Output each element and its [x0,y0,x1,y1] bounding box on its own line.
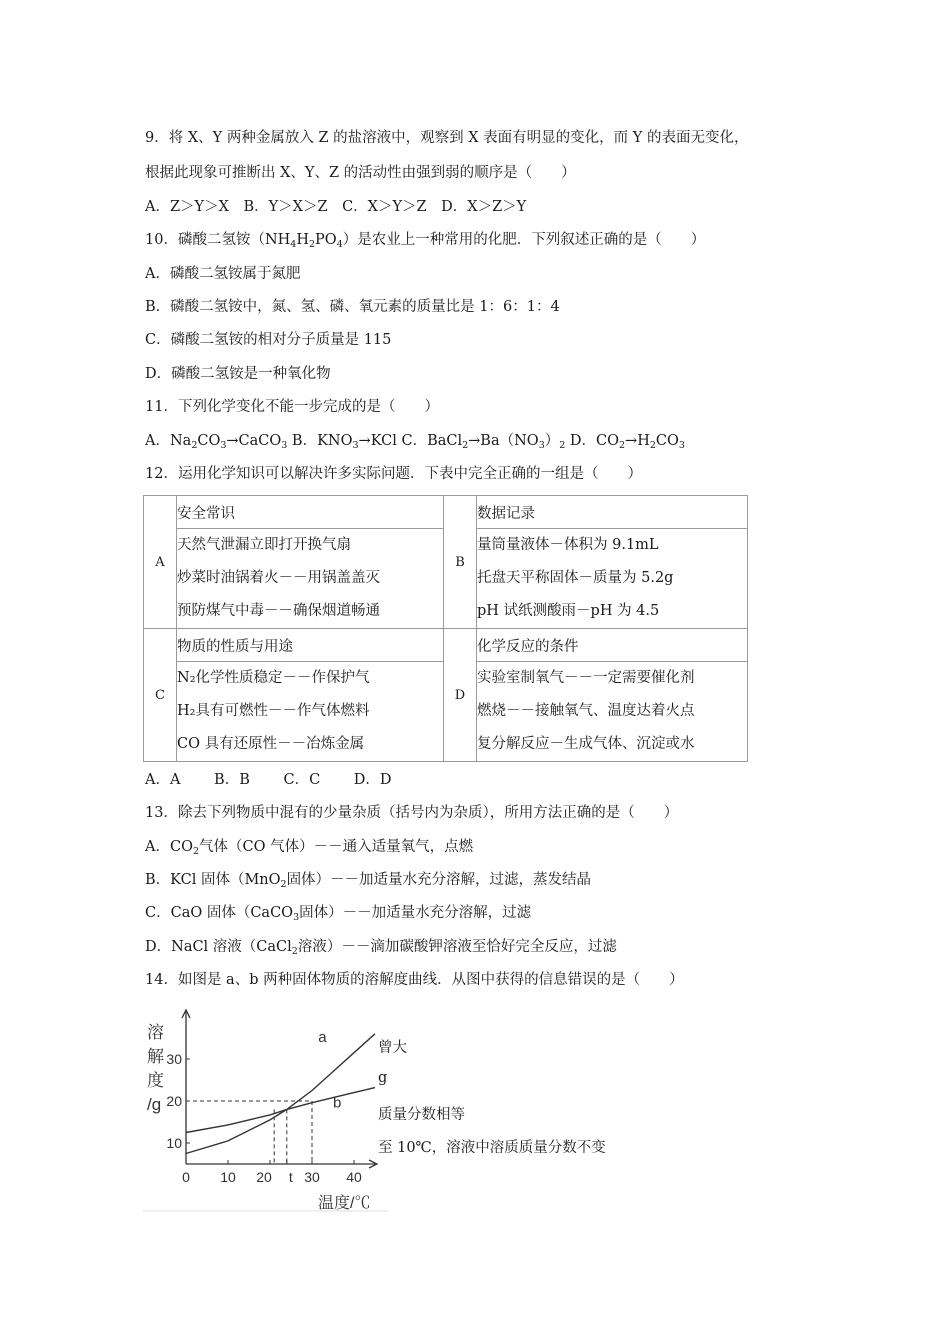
q12-cell-a-header: 安全常识 [177,496,444,529]
q12-c-row: N₂化学性质稳定－－作保护气 [177,670,370,686]
x-tick-label: 0 [182,1169,190,1185]
q11-options: A．$Na_2CO_3\to CaCO_3$ B．$KNO_3\to KCl$ C．$BaCl_2\to Ba(NO_3)_2$ D．$CO_2\to H_2CO_3$ [145,433,685,451]
q12-c-row: H₂具有可燃性－－作气体燃料 [177,703,370,719]
q9-options: A．Z＞Y＞X B．Y＞X＞Z C．X＞Y＞Z D．X＞Z＞Y [145,199,527,215]
q12-cell-d-body [477,662,748,762]
q12-cell-a-body [177,529,444,629]
q12-cell-a-label: A [144,496,177,629]
x-tick-label: 10 [220,1169,236,1185]
q10-option-a: A．磷酸二氢铵属于氮肥 [145,266,301,282]
y-axis-label: /g [147,1095,162,1114]
x-tick-label: 40 [346,1169,362,1185]
y-tick-label: 30 [166,1051,182,1067]
q13-option-b: B．KCl 固体（MnO$_2$固体）－－加适量水充分溶解，过滤，蒸发结晶 [145,872,592,890]
x-tick-label: t [288,1169,293,1185]
y-tick-label: 20 [166,1093,182,1109]
q9-line2: 根据此现象可推断出 X、Y、Z 的活动性由强到弱的顺序是（ ） [145,165,576,181]
q13-option-a: A．$CO_2$气体（CO 气体）－－通入适量氧气，点燃 [145,839,474,857]
series-a-label: a [318,1029,327,1047]
q13-option-c: C．CaO 固体（CaCO$_3$固体）－－加适量水充分溶解，过滤 [145,905,532,923]
q10-stem: 10．磷酸二氢铵$(NH_4H_2PO_4)$是农业上一种常用的化肥．下列叙述正确的是（ ） [145,232,706,250]
q10-option-b: B．磷酸二氢铵中，氮、氢、磷、氧元素的质量比是 1：6：1：4 [145,299,560,315]
q12-cell-d-header: 化学反应的条件 [477,629,748,662]
y-axis-label: 溶 [147,1023,164,1042]
q13-option-d: D．NaCl 溶液（CaCl$_2$溶液）－－滴加碳酸钾溶液至恰好完全反应，过滤 [145,939,617,957]
q12-cell-b-label: B [444,496,477,629]
q12-d-row: 实验室制氧气－－一定需要催化剂 [477,670,695,686]
x-axis-label: 温度/℃ [318,1195,371,1212]
q14-partial-line: 至 10℃，溶液中溶质质量分数不变 [378,1140,606,1156]
q13-stem: 13．除去下列物质中混有的少量杂质（括号内为杂质），所用方法正确的是（ ） [145,805,679,821]
q12-b-row: 托盘天平称固体－质量为 5.2g [477,570,674,586]
q12-cell-b-header: 数据记录 [477,496,748,529]
q12-c-row: CO 具有还原性－－冶炼金属 [177,736,365,752]
q12-a-row: 天然气泄漏立即打开换气扇 [177,537,351,553]
q11-stem: 11．下列化学变化不能一步完成的是（ ） [145,399,439,415]
x-tick-label: 20 [256,1169,272,1185]
q12-d-row: 燃烧－－接触氧气、温度达着火点 [477,703,695,719]
q12-b-row: 量筒量液体－体积为 9.1mL [477,537,659,553]
q14-stem: 14．如图是 a、b 两种固体物质的溶解度曲线．从图中获得的信息错误的是（ ） [145,972,684,988]
q14-partial-line: g [378,1070,388,1086]
q12-stem: 12．运用化学知识可以解决许多实际问题．下表中完全正确的一组是（ ） [145,466,642,482]
q9-line1: 9．将 X、Y 两种金属放入 Z 的盐溶液中，观察到 X 表面有明显的变化，而 Y 的表面无变化， [145,130,749,146]
q12-a-row: 炒菜时油锅着火－－用锅盖盖灭 [177,570,380,586]
q10-option-d: D．磷酸二氢铵是一种氧化物 [145,366,331,382]
y-axis-label: 度 [147,1071,164,1090]
q12-cell-c-body [177,662,444,762]
x-tick-label: 30 [304,1169,320,1185]
q12-cell-c-header: 物质的性质与用途 [177,629,444,662]
q12-b-row: pH 试纸测酸雨－pH 为 4.5 [477,603,660,619]
q10-option-c: C．磷酸二氢铵的相对分子质量是 115 [145,332,392,348]
y-axis-label: 解 [147,1047,164,1066]
q12-cell-c-label: C [144,629,177,762]
q14-partial-line: 曾大 [378,1040,407,1056]
solubility-chart [143,1004,388,1214]
q12-a-row: 预防煤气中毒－－确保烟道畅通 [177,603,380,619]
q12-cell-b-body [477,529,748,629]
q12-d-row: 复分解反应－生成气体、沉淀或水 [477,736,695,752]
q12-options: A．A B．B C．C D．D [145,772,392,788]
q12-table [143,495,748,762]
y-tick-label: 10 [166,1135,182,1151]
series-b-label: b [333,1094,342,1112]
q14-partial-line: 质量分数相等 [378,1107,465,1123]
q12-cell-d-label: D [444,629,477,762]
